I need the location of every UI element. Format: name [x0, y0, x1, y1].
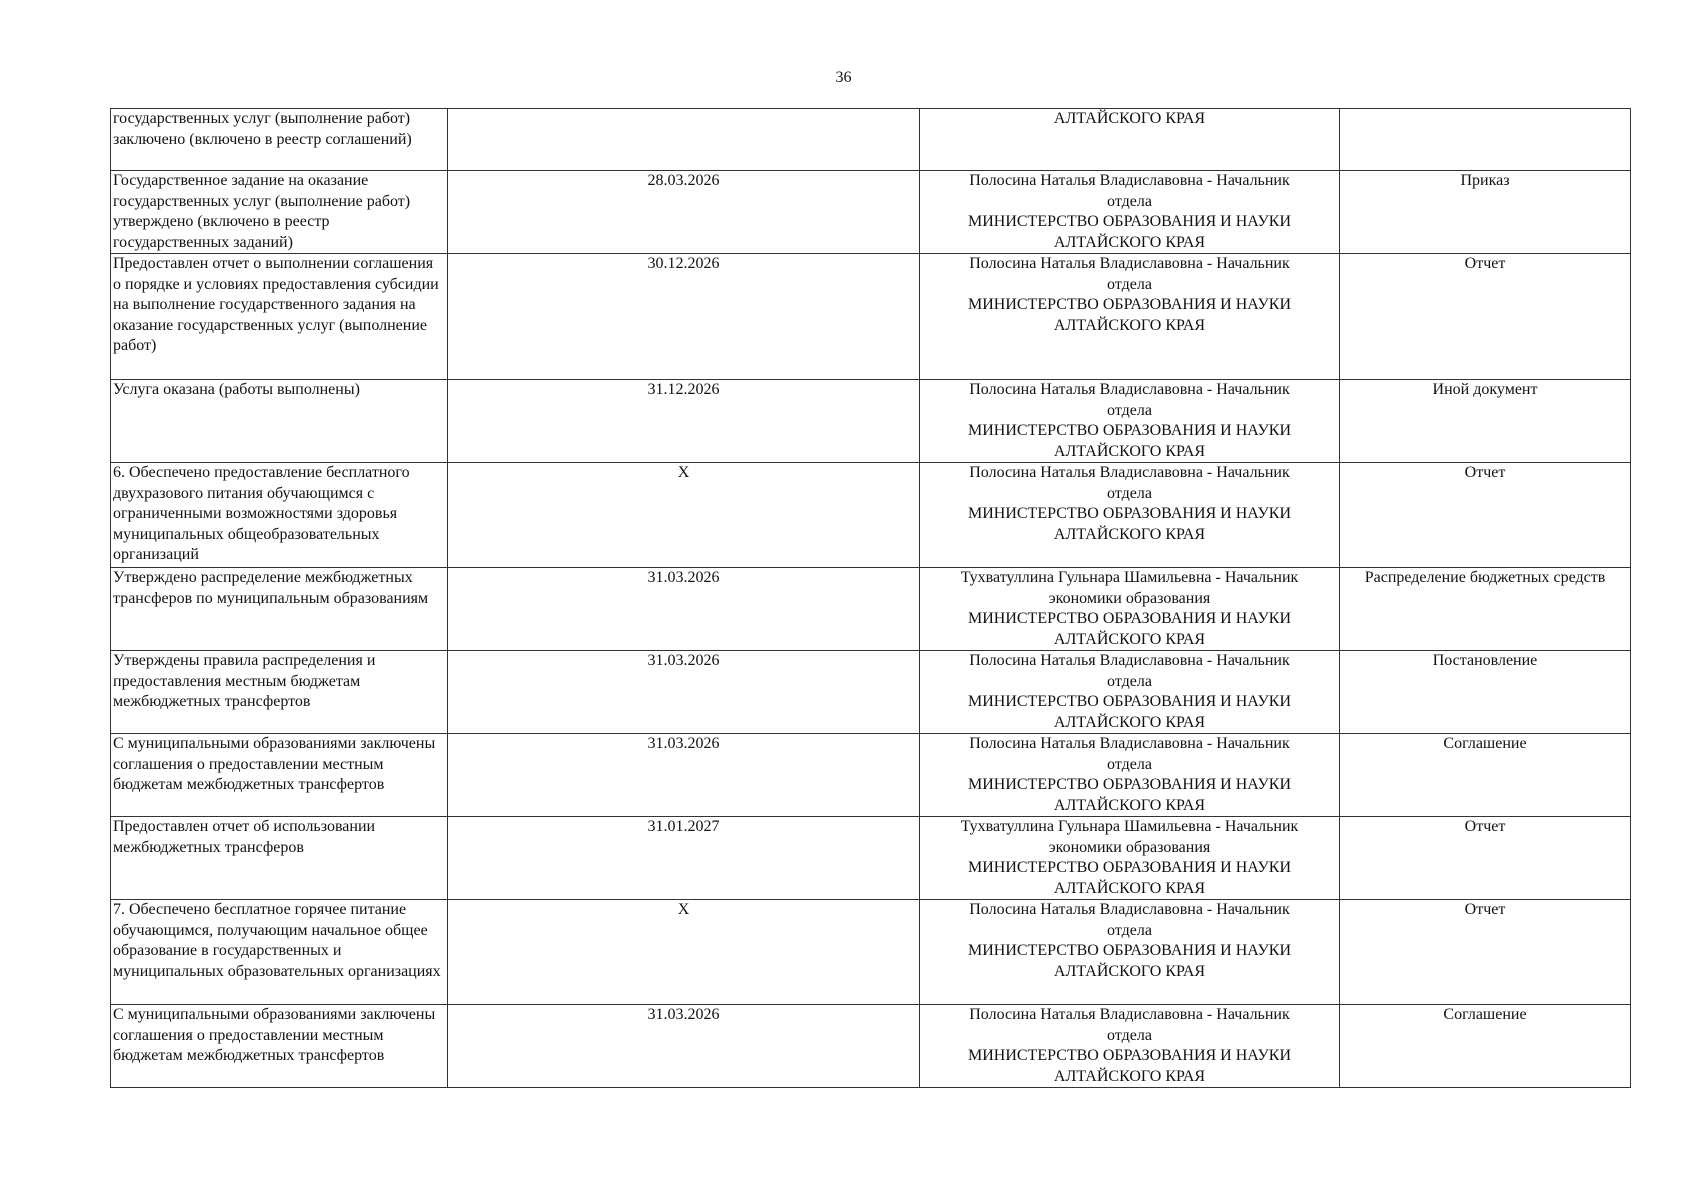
- responsible-person: Полосина Наталья Владиславовна - Начальник: [969, 652, 1290, 669]
- date-cell: 31.03.2026: [448, 651, 920, 734]
- control-points-table: [110, 108, 1631, 1088]
- responsible-department: отдела: [1107, 401, 1152, 419]
- responsible-person: Полосина Наталья Владиславовна - Начальник: [969, 172, 1290, 189]
- responsible-organization: МИНИСТЕРСТВО ОБРАЗОВАНИЯ И НАУКИ АЛТАЙСКОГО КРАЯ: [967, 610, 1291, 648]
- event-cell: Утверждены правила распределения и предоставления местным бюджетам межбюджетных трансфертов: [111, 651, 448, 734]
- document-cell: Отчет: [1340, 817, 1631, 900]
- responsible-department: отдела: [1107, 484, 1152, 502]
- responsible-organization: МИНИСТЕРСТВО ОБРАЗОВАНИЯ И НАУКИ АЛТАЙСКОГО КРАЯ: [967, 942, 1291, 980]
- document-cell: Соглашение: [1340, 734, 1631, 817]
- table-row: [111, 734, 1631, 817]
- responsible-person: Полосина Наталья Владиславовна - Начальник: [969, 255, 1290, 272]
- document-cell: Постановление: [1340, 651, 1631, 734]
- date-cell: 31.03.2026: [448, 1005, 920, 1088]
- responsible-department: отдела: [1107, 755, 1152, 773]
- table-row: [111, 651, 1631, 734]
- event-cell: Предоставлен отчет о выполнении соглашения о порядке и условиях предоставления субсидии на выполнение государственного задания на оказание государственных услуг (выполнение работ): [111, 254, 448, 380]
- responsible-cell: [920, 380, 1340, 463]
- document-cell: Отчет: [1340, 463, 1631, 568]
- event-cell: 7. Обеспечено бесплатное горячее питание обучающимся, получающим начальное общее образование в государственных и муниципальных образовательных организациях: [111, 900, 448, 1005]
- responsible-organization: АЛТАЙСКОГО КРАЯ: [1053, 110, 1206, 127]
- responsible-cell: [920, 568, 1340, 651]
- responsible-cell: [920, 651, 1340, 734]
- responsible-organization: МИНИСТЕРСТВО ОБРАЗОВАНИЯ И НАУКИ АЛТАЙСКОГО КРАЯ: [967, 693, 1291, 731]
- document-cell: [1340, 109, 1631, 171]
- date-cell: X: [448, 463, 920, 568]
- table-row: [111, 568, 1631, 651]
- responsible-department: отдела: [1107, 275, 1152, 293]
- responsible-cell: [920, 817, 1340, 900]
- event-cell: 6. Обеспечено предоставление бесплатного двухразового питания обучающимся с ограниченными возможностями здоровья муниципальных общеобразовательных организаций: [111, 463, 448, 568]
- responsible-cell: [920, 463, 1340, 568]
- responsible-cell: [920, 171, 1340, 254]
- date-cell: [448, 109, 920, 171]
- document-cell: Отчет: [1340, 254, 1631, 380]
- responsible-cell: [920, 900, 1340, 1005]
- responsible-department: экономики образования: [1048, 589, 1211, 607]
- table-body: [111, 109, 1631, 1088]
- date-cell: X: [448, 900, 920, 1005]
- table-row: [111, 380, 1631, 463]
- responsible-organization: МИНИСТЕРСТВО ОБРАЗОВАНИЯ И НАУКИ АЛТАЙСКОГО КРАЯ: [967, 859, 1291, 897]
- responsible-person: Полосина Наталья Владиславовна - Начальник: [969, 901, 1290, 918]
- responsible-person: Полосина Наталья Владиславовна - Начальник: [969, 464, 1290, 481]
- responsible-cell: [920, 734, 1340, 817]
- responsible-organization: МИНИСТЕРСТВО ОБРАЗОВАНИЯ И НАУКИ АЛТАЙСКОГО КРАЯ: [967, 213, 1291, 251]
- document-cell: Отчет: [1340, 900, 1631, 1005]
- table-row: [111, 900, 1631, 1005]
- responsible-department: отдела: [1107, 921, 1152, 939]
- responsible-person: Тухватуллина Гульнара Шамильевна - Начальник: [960, 818, 1299, 835]
- responsible-organization: МИНИСТЕРСТВО ОБРАЗОВАНИЯ И НАУКИ АЛТАЙСКОГО КРАЯ: [967, 296, 1291, 334]
- event-cell: государственных услуг (выполнение работ) заключено (включено в реестр соглашений): [111, 109, 448, 171]
- event-cell: Услуга оказана (работы выполнены): [111, 380, 448, 463]
- table-row: [111, 463, 1631, 568]
- responsible-person: Тухватуллина Гульнара Шамильевна - Начальник: [960, 569, 1299, 586]
- responsible-cell: [920, 1005, 1340, 1088]
- responsible-department: экономики образования: [1048, 838, 1211, 856]
- responsible-cell: [920, 109, 1340, 171]
- date-cell: 28.03.2026: [448, 171, 920, 254]
- table-row: [111, 817, 1631, 900]
- event-cell: Предоставлен отчет об использовании межбюджетных трансферов: [111, 817, 448, 900]
- table-row: [111, 1005, 1631, 1088]
- event-cell: Утверждено распределение межбюджетных трансферов по муниципальным образованиям: [111, 568, 448, 651]
- date-cell: 31.01.2027: [448, 817, 920, 900]
- date-cell: 31.03.2026: [448, 568, 920, 651]
- table-row: [111, 171, 1631, 254]
- responsible-person: Полосина Наталья Владиславовна - Начальник: [969, 1006, 1290, 1023]
- responsible-organization: МИНИСТЕРСТВО ОБРАЗОВАНИЯ И НАУКИ АЛТАЙСКОГО КРАЯ: [967, 422, 1291, 460]
- responsible-cell: [920, 254, 1340, 380]
- date-cell: 30.12.2026: [448, 254, 920, 380]
- responsible-organization: МИНИСТЕРСТВО ОБРАЗОВАНИЯ И НАУКИ АЛТАЙСКОГО КРАЯ: [967, 505, 1291, 543]
- date-cell: 31.12.2026: [448, 380, 920, 463]
- responsible-person: Полосина Наталья Владиславовна - Начальник: [969, 381, 1290, 398]
- event-cell: С муниципальными образованиями заключены соглашения о предоставлении местным бюджетам межбюджетных трансфертов: [111, 734, 448, 817]
- document-cell: Приказ: [1340, 171, 1631, 254]
- responsible-organization: МИНИСТЕРСТВО ОБРАЗОВАНИЯ И НАУКИ АЛТАЙСКОГО КРАЯ: [967, 776, 1291, 814]
- date-cell: 31.03.2026: [448, 734, 920, 817]
- responsible-person: Полосина Наталья Владиславовна - Начальник: [969, 735, 1290, 752]
- document-cell: Распределение бюджетных средств: [1340, 568, 1631, 651]
- responsible-department: отдела: [1107, 672, 1152, 690]
- event-cell: Государственное задание на оказание государственных услуг (выполнение работ) утверждено (включено в реестр государственных заданий): [111, 171, 448, 254]
- table-row: [111, 109, 1631, 171]
- responsible-department: отдела: [1107, 1026, 1152, 1044]
- responsible-department: отдела: [1107, 192, 1152, 210]
- page-number: 36: [835, 69, 852, 86]
- document-cell: Соглашение: [1340, 1005, 1631, 1088]
- table-row: [111, 254, 1631, 380]
- document-cell: Иной документ: [1340, 380, 1631, 463]
- responsible-organization: МИНИСТЕРСТВО ОБРАЗОВАНИЯ И НАУКИ АЛТАЙСКОГО КРАЯ: [967, 1047, 1291, 1085]
- event-cell: С муниципальными образованиями заключены соглашения о предоставлении местным бюджетам межбюджетных трансфертов: [111, 1005, 448, 1088]
